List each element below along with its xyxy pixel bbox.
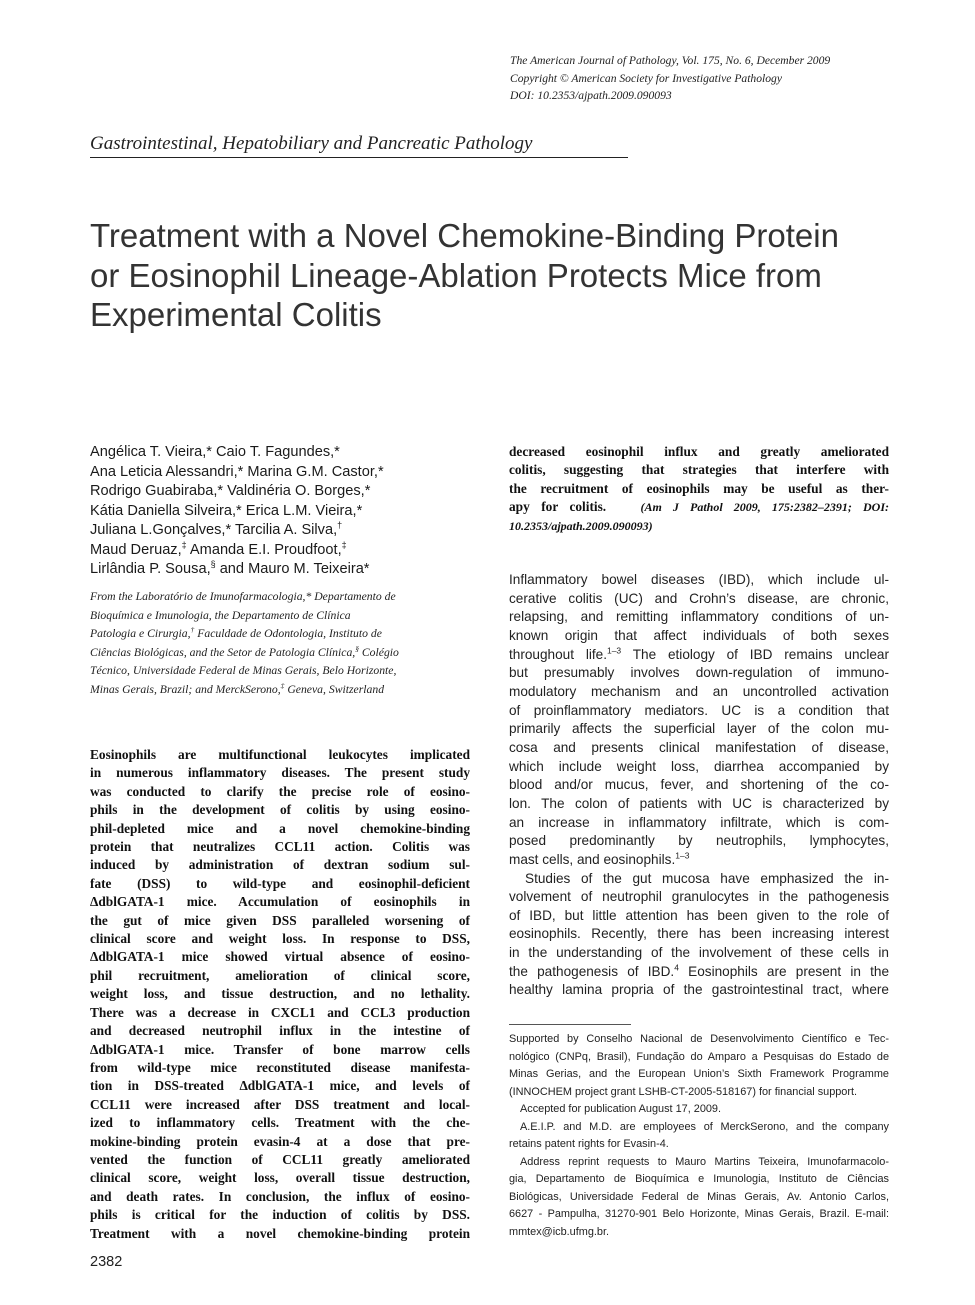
body-text-run: The etiology of IBD remains unclear xyxy=(621,646,889,662)
journal-header xyxy=(510,52,940,105)
author-line xyxy=(90,521,470,541)
abstract-line: the gut of mice given DSS paralleled worsening of xyxy=(90,912,470,928)
body-line: in the understanding of the involvement of these cells in xyxy=(509,945,889,961)
footnote-line: gia, Departamento de Bioquímica e Imunologia, Instituto de Ciências xyxy=(509,1173,889,1185)
footnote-line: Address reprint requests to Mauro Martins Teixeira, Imunofarmacolo- xyxy=(520,1155,889,1168)
body-line: volvement of neutrophil granulocytes in the pathogenesis xyxy=(509,889,889,905)
abstract-text: apy for colitis. xyxy=(509,499,607,515)
abstract-line: ΔdblGATA-1 mice. Accumulation of eosinophils in xyxy=(90,894,470,910)
affiliation-line: Bioquímica e Imunologia, the Departamento de Clínica xyxy=(90,608,351,622)
author-line xyxy=(90,560,470,580)
abstract-line: and decreased neutrophil influx in the intestine of xyxy=(90,1023,470,1039)
abstract-line: vented the function of CCL11 greatly ameliorated xyxy=(90,1151,470,1167)
affiliation-line xyxy=(90,625,470,644)
abstract-line: Eosinophils are multifunctional leukocytes implicated xyxy=(90,747,470,762)
affiliation-mark: ‡ xyxy=(280,681,285,691)
author-line xyxy=(90,541,470,561)
abstract-line: clinical score, weight loss, overall tissue destruction, xyxy=(90,1170,470,1186)
abstract-line: in numerous inflammatory diseases. The present study xyxy=(90,765,470,781)
body-line: posed predominantly by neutrophils, lymphocytes, xyxy=(509,833,889,849)
footnote-line: Minas Gerias, and the European Union’s Sixth Framework Programme xyxy=(509,1068,889,1080)
body-line: known origin that affect individuals of both sexes xyxy=(509,627,889,643)
affiliation-mark: § xyxy=(355,643,359,653)
affiliation-text: Ciências Biológicas, and the Setor de Patologia Clínica, xyxy=(90,645,356,659)
author-text: Maud Deruaz, xyxy=(90,541,182,558)
author-affil-mark: ‡ xyxy=(181,539,187,550)
abstract-line: the recruitment of eosinophils may be useful as ther- xyxy=(509,480,889,496)
abstract-line: ized to inflammatory cells. Treatment with the che- xyxy=(90,1115,470,1131)
journal-doi: DOI: 10.2353/ajpath.2009.090093 xyxy=(510,89,672,102)
body-line: Inflammatory bowel diseases (IBD), which include ul- xyxy=(509,572,889,587)
abstract-line: was conducted to clarify the precise role of eosino- xyxy=(90,783,470,799)
author-line: Kátia Daniella Silveira,* Erica L.M. Vieira,* xyxy=(90,502,363,519)
abstract-line: There was a decrease in CXCL1 and CCL3 production xyxy=(90,1004,470,1020)
body-line: cerative colitis (UC) and Crohn’s disease, are chronic, xyxy=(509,590,889,606)
body-text-run: Eosinophils are present in the xyxy=(678,963,890,979)
abstract-line: ΔdblGATA-1 mice. Transfer of bone marrow cells xyxy=(90,1041,470,1057)
footnote-line: nológico (CNPq, Brasil), Fundação do Amparo a Pesquisas do Estado de xyxy=(509,1050,889,1063)
author-line: Angélica T. Vieira,* Caio T. Fagundes,* xyxy=(90,444,340,460)
body-line: cosa and presents clinical manifestation of disease, xyxy=(509,739,889,755)
body-line: of IBD, but little attention has been given to the role of xyxy=(509,907,889,923)
body-line: which include weight loss, diarrhea accompanied by xyxy=(509,758,889,774)
page-number: 2382 xyxy=(90,1254,123,1270)
affiliation-text: Geneva, Switzerland xyxy=(284,682,385,696)
article-title xyxy=(90,216,890,335)
abstract-line: induced by administration of dextran sodium sul- xyxy=(90,857,470,873)
body-line: lon. The colon of patients with UC is characterized by xyxy=(509,795,889,811)
abstract-citation: 10.2353/ajpath.2009.090093) xyxy=(509,518,653,533)
section-underline xyxy=(90,157,628,158)
abstract-continuation xyxy=(509,443,889,535)
body-line xyxy=(509,851,889,870)
reference-mark: 1–3 xyxy=(606,645,622,656)
abstract-line: weight loss, and tissue destruction, and no lethality. xyxy=(90,986,470,1002)
abstract xyxy=(90,746,470,1243)
affiliation-line xyxy=(90,644,470,663)
body-line: blood and/or mucus, fever, and shortening of the co- xyxy=(509,777,889,793)
author-text: Amanda E.I. Proudfoot, xyxy=(186,541,342,558)
abstract-line: mokine-binding protein evasin-4 at a dose that pre- xyxy=(90,1133,470,1149)
abstract-line: from wild-type mice reconstituted disease manifesta- xyxy=(90,1059,470,1075)
affiliation-text: Minas Gerais, Brazil; and MerckSerono, xyxy=(90,682,281,696)
body-line: of proinflammatory mediators. UC is a condition that xyxy=(509,702,889,718)
author-affil-mark: † xyxy=(337,520,343,531)
body-line xyxy=(509,963,889,982)
author-line: Rodrigo Guabiraba,* Valdinéria O. Borges,* xyxy=(90,483,371,499)
body-line: modulatory mechanism and an uncontrolled activation xyxy=(509,683,889,699)
abstract-line: CCL11 were increased after DSS treatment and local- xyxy=(90,1096,470,1112)
affiliation-line xyxy=(90,681,470,700)
body-line: eosinophils. Recently, there has been increasing interest xyxy=(509,926,889,942)
author-list xyxy=(90,443,470,580)
body-text-run: mast cells, and eosinophils. xyxy=(509,851,676,867)
author-line: Ana Leticia Alessandri,* Marina G.M. Castor,* xyxy=(90,463,384,480)
author-text: Juliana L.Gonçalves,* Tarcilia A. Silva, xyxy=(90,522,338,538)
affiliation-mark: † xyxy=(190,625,195,635)
abstract-citation: (Am J Pathol 2009, 175:2382–2391; DOI: xyxy=(640,500,889,515)
abstract-line xyxy=(509,498,889,516)
abstract-line xyxy=(509,517,889,535)
abstract-line: fate (DSS) to wild-type and eosinophil-deficient xyxy=(90,875,470,891)
affiliation-line: From the Laboratório de Imunofarmacologia,* Departamento de xyxy=(90,590,396,603)
footnote-line: retains patent rights for Evasin-4. xyxy=(509,1138,669,1150)
abstract-line: clinical score and weight loss. In response to DSS, xyxy=(90,931,470,947)
title-line: Experimental Colitis xyxy=(90,296,382,333)
section-heading: Gastrointestinal, Hepatobiliary and Pancreatic Pathology xyxy=(90,133,533,154)
footnote-email: mmtex@icb.ufmg.br. xyxy=(509,1225,610,1238)
abstract-line: Treatment with a novel chemokine-binding protein xyxy=(90,1225,470,1241)
abstract-line: and death rates. In conclusion, the influx of eosino- xyxy=(90,1188,470,1204)
body-line xyxy=(509,646,889,665)
title-line: Treatment with a Novel Chemokine-Binding Protein xyxy=(90,217,839,254)
footnote-line: (INNOCHEM project grant LSHB-CT-2005-518167) for financial support. xyxy=(509,1085,858,1098)
journal-citation: The American Journal of Pathology, Vol. 175, No. 6, December 2009 xyxy=(510,54,831,67)
journal-copyright: Copyright © American Society for Investigative Pathology xyxy=(510,71,782,85)
author-text: Lirlândia P. Sousa, xyxy=(90,561,211,577)
body-text-run: the pathogenesis of IBD. xyxy=(509,963,675,979)
affiliation-line: Técnico, Universidade Federal de Minas Gerais, Belo Horizonte, xyxy=(90,664,397,678)
abstract-line: phils is critical for the induction of colitis by DSS. xyxy=(90,1207,470,1223)
reference-mark: 4 xyxy=(674,962,679,973)
abstract-line: protein that neutralizes CCL11 action. Colitis was xyxy=(90,839,470,855)
body-line: an increase in inflammatory infiltrate, which is com- xyxy=(509,814,889,830)
body-line: primarily affects the superficial layer of the colon mu- xyxy=(509,721,889,737)
abstract-line: colitis, suggesting that strategies that interfere with xyxy=(509,462,889,478)
body-line: but presumably involves down-regulation of immuno- xyxy=(509,665,889,681)
affiliation-text: Faculdade de Odontologia, Instituto de xyxy=(194,627,382,641)
author-text: and Mauro M. Teixeira* xyxy=(215,561,370,577)
footnote-line: Supported by Conselho Nacional de Desenvolvimento Científico e Tec- xyxy=(509,1033,889,1045)
footnote-line: A.E.I.P. and M.D. are employees of MerckSerono, and the company xyxy=(520,1120,889,1133)
affiliation-text: Colégio xyxy=(358,645,399,659)
body-line: relapsing, and remitting inflammatory conditions of un- xyxy=(509,609,889,625)
footnote-line: Biológicas, Universidade Federal de Minas Gerais, Av. Antonio Carlos, xyxy=(509,1190,889,1203)
affiliation-text: Patologia e Cirurgia, xyxy=(90,627,191,641)
footnote-line: 6627 - Pampulha, 31270-901 Belo Horizonte, Minas Gerais, Brazil. E-mail: xyxy=(509,1208,889,1220)
abstract-line: phil-depleted mice and a novel chemokine-binding xyxy=(90,820,470,836)
footnotes xyxy=(509,1031,889,1241)
affiliations xyxy=(90,588,470,700)
abstract-line: tion in DSS-treated ΔdblGATA-1 mice, and levels of xyxy=(90,1078,470,1094)
abstract-line: phil recruitment, amelioration of clinical score, xyxy=(90,967,470,983)
author-affil-mark: ‡ xyxy=(341,539,347,550)
body-line: healthy lamina propria of the gastrointestinal tract, where xyxy=(509,982,889,998)
footnote-divider xyxy=(509,1024,631,1025)
body-text-run: throughout life. xyxy=(509,646,607,662)
abstract-line: phils in the development of colitis by using eosino- xyxy=(90,802,470,818)
body-line: Studies of the gut mucosa have emphasized the in- xyxy=(525,870,889,886)
author-affil-mark: § xyxy=(210,559,216,570)
body-text xyxy=(509,571,889,1000)
reference-mark: 1–3 xyxy=(675,850,690,861)
abstract-line: decreased eosinophil influx and greatly ameliorated xyxy=(509,444,889,459)
abstract-line: ΔdblGATA-1 mice showed virtual absence of eosino- xyxy=(90,949,470,965)
title-line: or Eosinophil Lineage-Ablation Protects Mice from xyxy=(90,256,822,294)
footnote-accepted: Accepted for publication August 17, 2009. xyxy=(520,1103,722,1115)
